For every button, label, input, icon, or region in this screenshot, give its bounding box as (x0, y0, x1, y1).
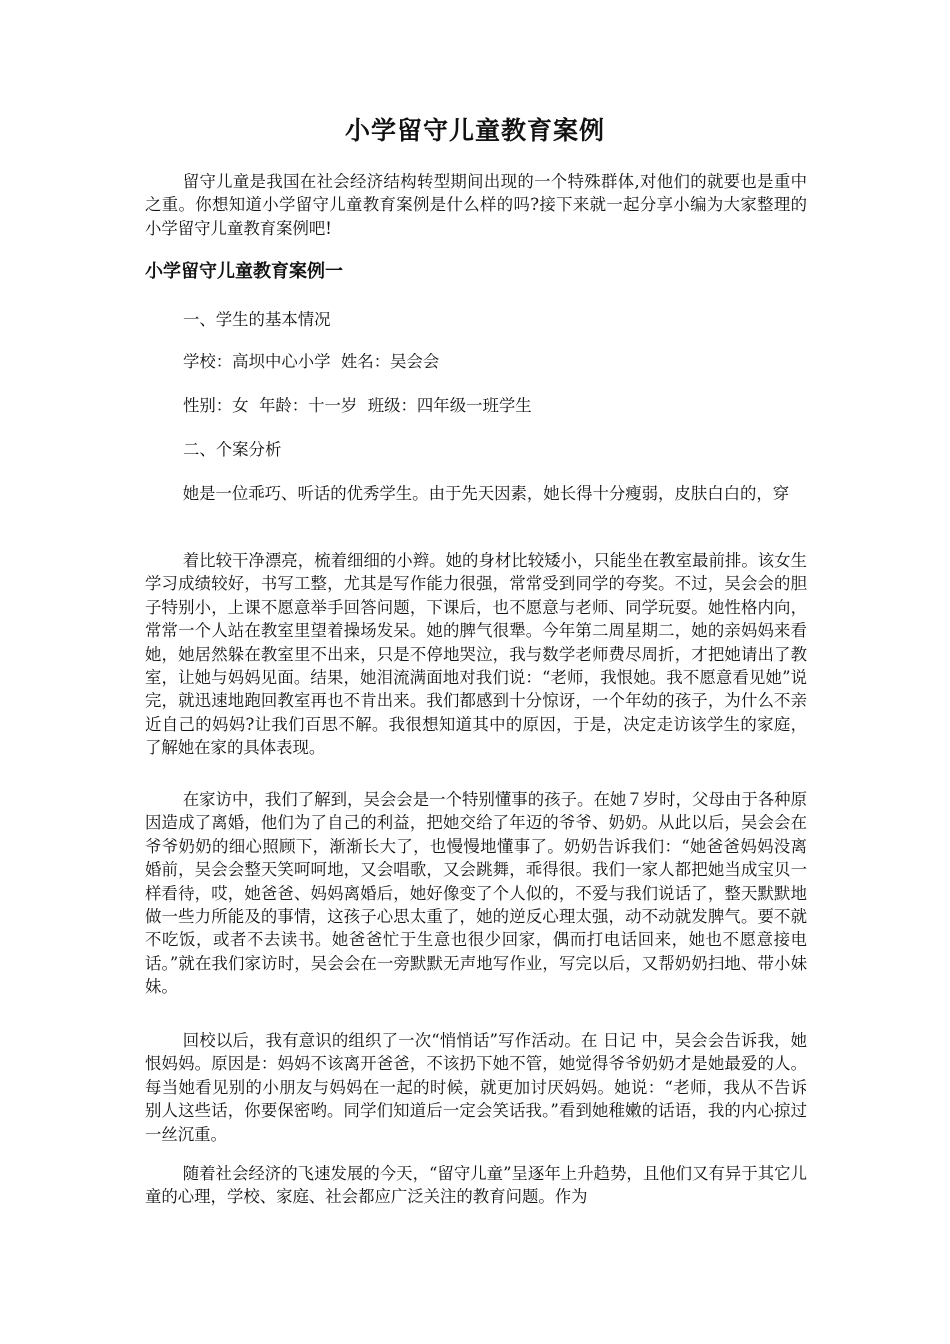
body-paragraph-2: 着比较干净漂亮，梳着细细的小辫。她的身材比较矮小，只能坐在教室最前排。该女生学习成绩较好，书写工整，尤其是写作能力很强，常常受到同学的夸奖。不过，吴会会的胆子特别小，上课不愿意举手回答问题，下课后，也不愿意与老师、同学玩耍。她性格内向，常常一个人站在教室里望着操场发呆。她的脾气很犟。今年第二周星期二，她的亲妈妈来看她，她居然躲在教室里不出来，只是不停地哭泣，我与数学老师费尽周折，才把她请出了教室，让她与妈妈见面。结果，她泪流满面地对我们说：“老师，我恨她。我不愿意看见她”说完，就迅速地跑回教室再也不肯出来。我们都感到十分惊讶，一个年幼的孩子，为什么不亲近自己的妈妈?让我们百思不解。我很想知道其中的原因，于是，决定走访该学生的家庭，了解她在家的具体表现。 (145, 551, 807, 758)
body-paragraph-1: 她是一位乖巧、听话的优秀学生。由于先天因素，她长得十分瘦弱，皮肤白白的，穿 (182, 484, 790, 503)
section-heading: 小学留守儿童教育案例一 (145, 261, 343, 282)
document-title: 小学留守儿童教育案例 (344, 116, 605, 145)
item-heading-basic-info: 一、学生的基本情况 (183, 310, 331, 329)
item-heading-case-analysis: 二、个案分析 (183, 440, 282, 459)
intro-paragraph: 留守儿童是我国在社会经济结构转型期间出现的一个特殊群体,对他们的就要也是重中之重。你想知道小学留守儿童教育案例是什么样的吗?接下来就一起分享小编为大家整理的小学留守儿童教育案例吧! (145, 172, 807, 238)
gender-age-class-line: 性别：女 年龄：十一岁 班级：四年级一班学生 (183, 396, 532, 415)
body-paragraph-3: 在家访中，我们了解到，吴会会是一个特别懂事的孩子。在她７岁时，父母由于各种原因造成了离婚，他们为了自己的利益，把她交给了年迈的爷爷、奶奶。从此以后，吴会会在爷爷奶奶的细心照顾下，渐渐长大了，也慢慢地懂事了。奶奶告诉我们：“她爸爸妈妈没离婚前，吴会会整天笑呵呵地，又会唱歌，又会跳舞，乖得很。我们一家人都把她当成宝贝一样看待，哎，她爸爸、妈妈离婚后，她好像变了个人似的，不爱与我们说话了，整天默默地做一些力所能及的事情，这孩子心思太重了，她的逆反心理太强，动不动就发脾气。要不就不吃饭，或者不去读书。她爸爸忙于生意也很少回家，偶而打电话回来，她也不愿意接电话。”就在我们家访时，吴会会在一旁默默无声地写作业，写完以后，又帮奶奶扫地、带小妹妹。 (145, 790, 807, 997)
body-paragraph-5: 随着社会经济的飞速发展的今天，“留守儿童”呈逐年上升趋势，且他们又有异于其它儿童的心理，学校、家庭、社会都应广泛关注的教育问题。作为 (145, 1164, 807, 1207)
school-name-line: 学校：高坝中心小学 姓名：吴会会 (183, 352, 440, 371)
body-paragraph-4: 回校以后，我有意识的组织了一次“悄悄话”写作活动。在 日记 中，吴会会告诉我，她恨妈妈。原因是：妈妈不该离开爸爸，不该扔下她不管，她觉得爷爷奶奶才是她最爱的人。每当她看见别的小朋友与妈妈在一起的时候，就更加讨厌妈妈。她说：“老师，我从不告诉别人这些话，你要保密哟。同学们知道后一定会笑话我。”看到她稚嫩的话语，我的内心掠过一丝沉重。 (145, 1031, 807, 1144)
